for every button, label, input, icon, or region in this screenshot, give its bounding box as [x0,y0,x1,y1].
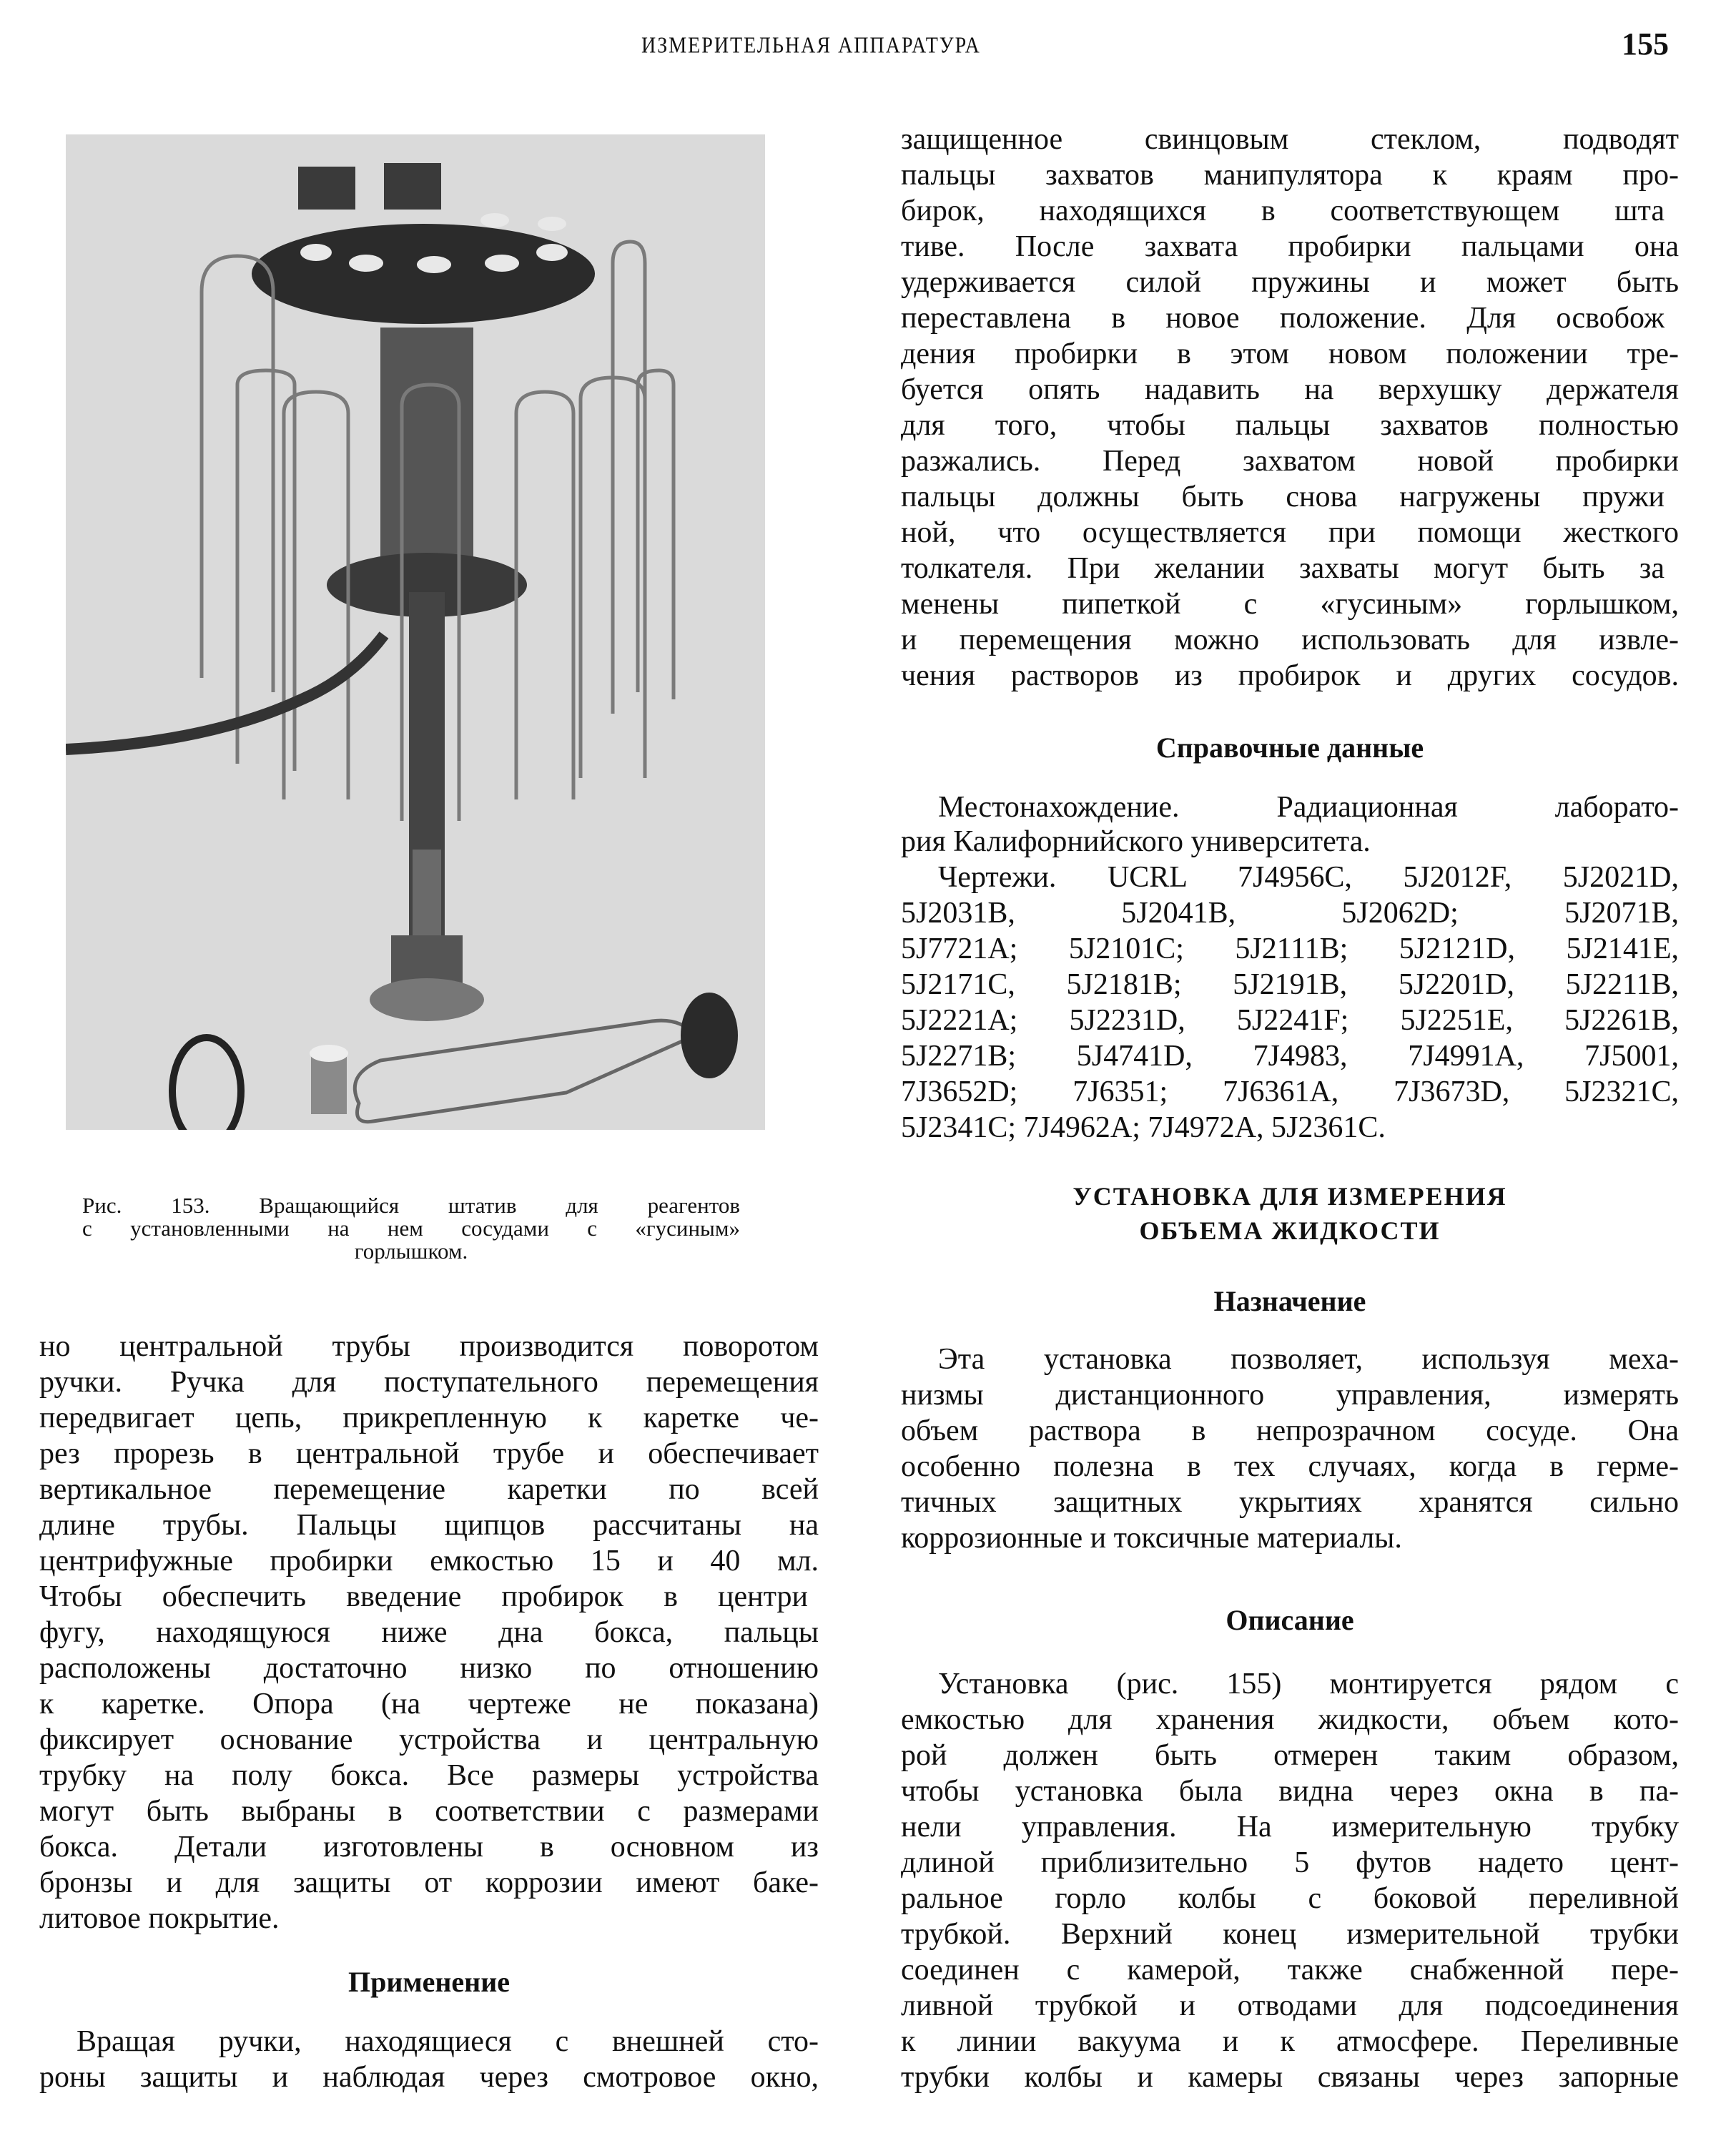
figure-photo [66,134,765,1130]
reference-line: рия Калифорнийского университета. [901,825,1371,858]
body-line: ручки. Ручка для поступательного перемещения [39,1366,819,1399]
purpose-line: Эта установка позволяет, используя меха- [938,1343,1679,1376]
figure-caption-line: Рис. 153. Вращающийся штатив для реагентов [82,1193,740,1218]
description-line: длиной приблизительно 5 футов надето цент- [901,1846,1679,1879]
body-line: переставлена в новое положение. Для освобож [901,302,1665,335]
body-line: удерживается силой пружины и может быть [901,266,1679,299]
figure-caption-line: горлышком. [354,1239,468,1264]
reference-line: 7J3652D; 7J6351; 7J6361A, 7J3673D, 5J2321C, [901,1075,1679,1108]
section-heading-application: Применение [347,1966,511,1998]
description-line: соединен с камерой, также снабженной пере- [901,1954,1679,1987]
body-line: роны защиты и наблюдая через смотровое окно, [39,2061,819,2094]
description-line: трубки колбы и камеры связаны через запорные [901,2061,1679,2094]
purpose-line: тичных защитных укрытиях хранятся сильно [901,1486,1679,1519]
reference-line: 5J2271B; 5J4741D, 7J4983, 7J4991A, 7J5001, [901,1040,1679,1073]
body-line: Чтобы обеспечить введение пробирок в центри [39,1580,808,1613]
reference-line: 5J2031B, 5J2041B, 5J2062D; 5J2071B, [901,897,1679,930]
description-line: Установка (рис. 155) монтируется рядом с [938,1668,1679,1700]
body-line: передвигает цепь, прикрепленную к каретке че- [39,1402,819,1434]
section-heading-reference: Справочные данные [1155,732,1424,764]
body-line: ной, что осуществляется при помощи жесткого [901,516,1679,549]
reference-line: 5J2221A; 5J2231D, 5J2241F; 5J2251E, 5J2261B, [901,1004,1679,1037]
purpose-line: коррозионные и токсичные материалы. [901,1522,1402,1555]
body-line: пальцы захватов манипулятора к краям про- [901,159,1679,192]
body-line: менены пипеткой с «гусиным» горлышком, [901,588,1679,621]
body-line: бокса. Детали изготовлены в основном из [39,1831,819,1864]
description-line: нели управления. На измерительную трубку [901,1811,1679,1844]
body-line: фугу, находящуюся ниже дна бокса, пальцы [39,1616,819,1649]
body-line: защищенное свинцовым стеклом, подводят [901,123,1679,156]
description-line: рой должен быть отмерен таким образом, [901,1739,1679,1772]
body-line: бронзы и для защиты от коррозии имеют баке- [39,1866,819,1899]
body-line: дения пробирки в этом новом положении тре- [901,338,1679,370]
body-line: расположены достаточно низко по отношению [39,1652,819,1685]
body-line: пальцы должны быть снова нагружены пружи [901,481,1665,513]
section-title-line: УСТАНОВКА ДЛЯ ИЗМЕРЕНИЯ [1072,1182,1507,1211]
description-line: емкостью для хранения жидкости, объем кото- [901,1703,1679,1736]
body-line: вертикальное перемещение каретки по всей [39,1473,819,1506]
description-line: ливной трубкой и отводами для подсоединения [901,1989,1679,2022]
body-line: чения растворов из пробирок и других сосудов. [901,659,1679,692]
body-line: центрифужные пробирки емкостью 15 и 40 мл. [39,1545,819,1577]
section-heading-purpose: Назначение [1213,1285,1366,1317]
page-number: 155 [1622,26,1669,61]
body-line: трубку на полу бокса. Все размеры устройства [39,1759,819,1792]
body-line: к каретке. Опора (на чертеже не показана) [39,1688,819,1721]
body-line: бирок, находящихся в соответствующем шта [901,195,1665,227]
section-heading-description: Описание [1226,1604,1354,1636]
description-line: ральное горло колбы с боковой переливной [901,1882,1679,1915]
section-title-line: ОБЪЕМА ЖИДКОСТИ [1139,1216,1441,1245]
body-line: фиксирует основание устройства и центральную [39,1723,819,1756]
body-line: для того, чтобы пальцы захватов полностью [901,409,1679,442]
body-line: разжались. Перед захватом новой пробирки [901,445,1679,478]
reference-line: Чертежи. UCRL 7J4956C, 5J2012F, 5J2021D, [938,861,1679,894]
body-line: длине трубы. Пальцы щипцов рассчитаны на [39,1509,819,1542]
rotating-reagent-rack-icon [66,134,765,1130]
body-line: тиве. После захвата пробирки пальцами она [901,230,1679,263]
body-line: литовое покрытие. [39,1902,280,1935]
reference-line: Местонахождение. Радиационная лаборато- [938,791,1679,824]
body-line: но центральной трубы производится поворотом [39,1330,819,1363]
body-line: и перемещения можно использовать для извле- [901,624,1679,656]
figure-caption-line: с установленными на нем сосудами с «гусиным» [82,1216,740,1241]
body-line: толкателя. При желании захваты могут быть за [901,552,1665,585]
description-line: к линии вакуума и к атмосфере. Переливные [901,2025,1679,2058]
description-line: чтобы установка была видна через окна в па- [901,1775,1679,1808]
body-line: Вращая ручки, находящиеся с внешней сто- [77,2025,819,2058]
body-line: могут быть выбраны в соответствии с размерами [39,1795,819,1828]
body-line: рез прорезь в центральной трубе и обеспечивает [39,1437,819,1470]
purpose-line: объем раствора в непрозрачном сосуде. Она [901,1414,1679,1447]
reference-line: 5J7721A; 5J2101C; 5J2111B; 5J2121D, 5J2141E, [901,932,1679,965]
reference-line: 5J2171C, 5J2181B; 5J2191B, 5J2201D, 5J2211B, [901,968,1679,1001]
description-line: трубкой. Верхний конец измерительной трубки [901,1918,1679,1951]
running-header: ИЗМЕРИТЕЛЬНАЯ АППАРАТУРА [641,33,981,59]
body-line: буется опять надавить на верхушку держателя [901,373,1679,406]
purpose-line: низмы дистанционного управления, измерять [901,1379,1679,1412]
reference-line: 5J2341C; 7J4962A; 7J4972A, 5J2361C. [901,1111,1386,1144]
purpose-line: особенно полезна в тех случаях, когда в герме- [901,1450,1679,1483]
